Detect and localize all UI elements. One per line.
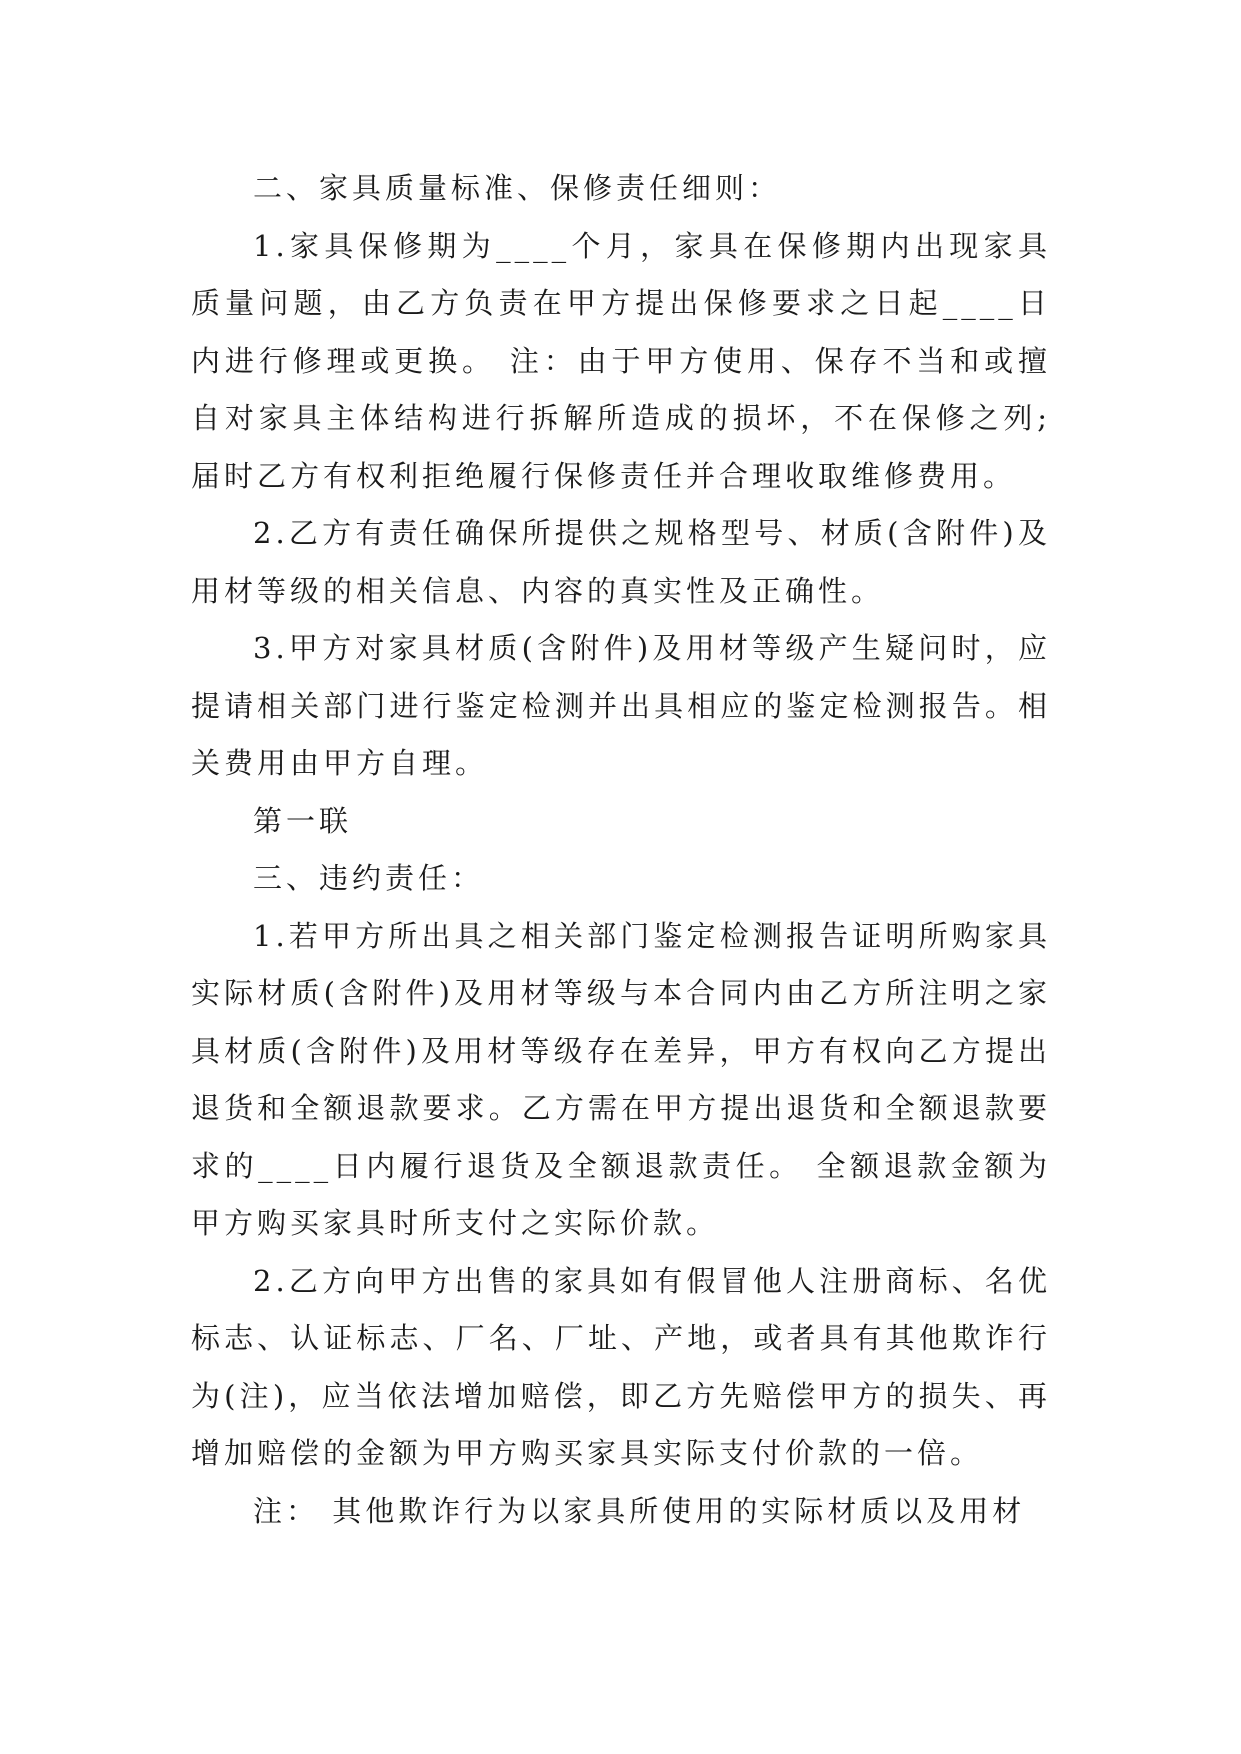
note-fraud-definition: 注： 其他欺诈行为以家具所使用的实际材质以及用材 (253, 1493, 1026, 1528)
clause-fraud-compensation: 2.乙方向甲方出售的家具如有假冒他人注册商标、名优标志、认证标志、厂名、厂址、产地，或者具有其他欺诈行为(注)，应当依法增加赔偿，即乙方先赔偿甲方的损失、再增加赔偿的金额为甲方购买家具实际支付价款的一倍。 (191, 1263, 1051, 1470)
section-heading-liability: 三、违约责任： (253, 861, 485, 895)
clause-material-inspection: 3.甲方对家具材质(含附件)及用材等级产生疑问时，应提请相关部门进行鉴定检测并出具相应的鉴定检测报告。相关费用由甲方自理。 (191, 631, 1051, 780)
clause-refund: 1.若甲方所出具之相关部门鉴定检测报告证明所购家具实际材质(含附件)及用材等级与本合同内由乙方所注明之家具材质(含附件)及用材等级存在差异，甲方有权向乙方提出退货和全额退款要求。乙方需在甲方提出退货和全额退款要求的____日内履行退货及全额退款责任。 全额退款金额为甲方购买家具时所支付之实际价款。 (191, 918, 1051, 1240)
section-heading-quality: 二、家具质量标准、保修责任细则： (253, 171, 782, 205)
clause-specification-accuracy: 2.乙方有责任确保所提供之规格型号、材质(含附件)及用材等级的相关信息、内容的真实性及正确性。 (191, 516, 1051, 608)
clause-warranty-period: 1.家具保修期为____个月，家具在保修期内出现家具质量问题，由乙方负责在甲方提出保修要求之日起____日内进行修理或更换。 注：由于甲方使用、保存不当和或擅自对家具主体结构进行拆解所造成的损坏，不在保修之列;届时乙方有权利拒绝履行保修责任并合理收取维修费用。 (191, 228, 1051, 493)
copy-label: 第一联 (253, 803, 353, 838)
document-body (191, 160, 1051, 1540)
